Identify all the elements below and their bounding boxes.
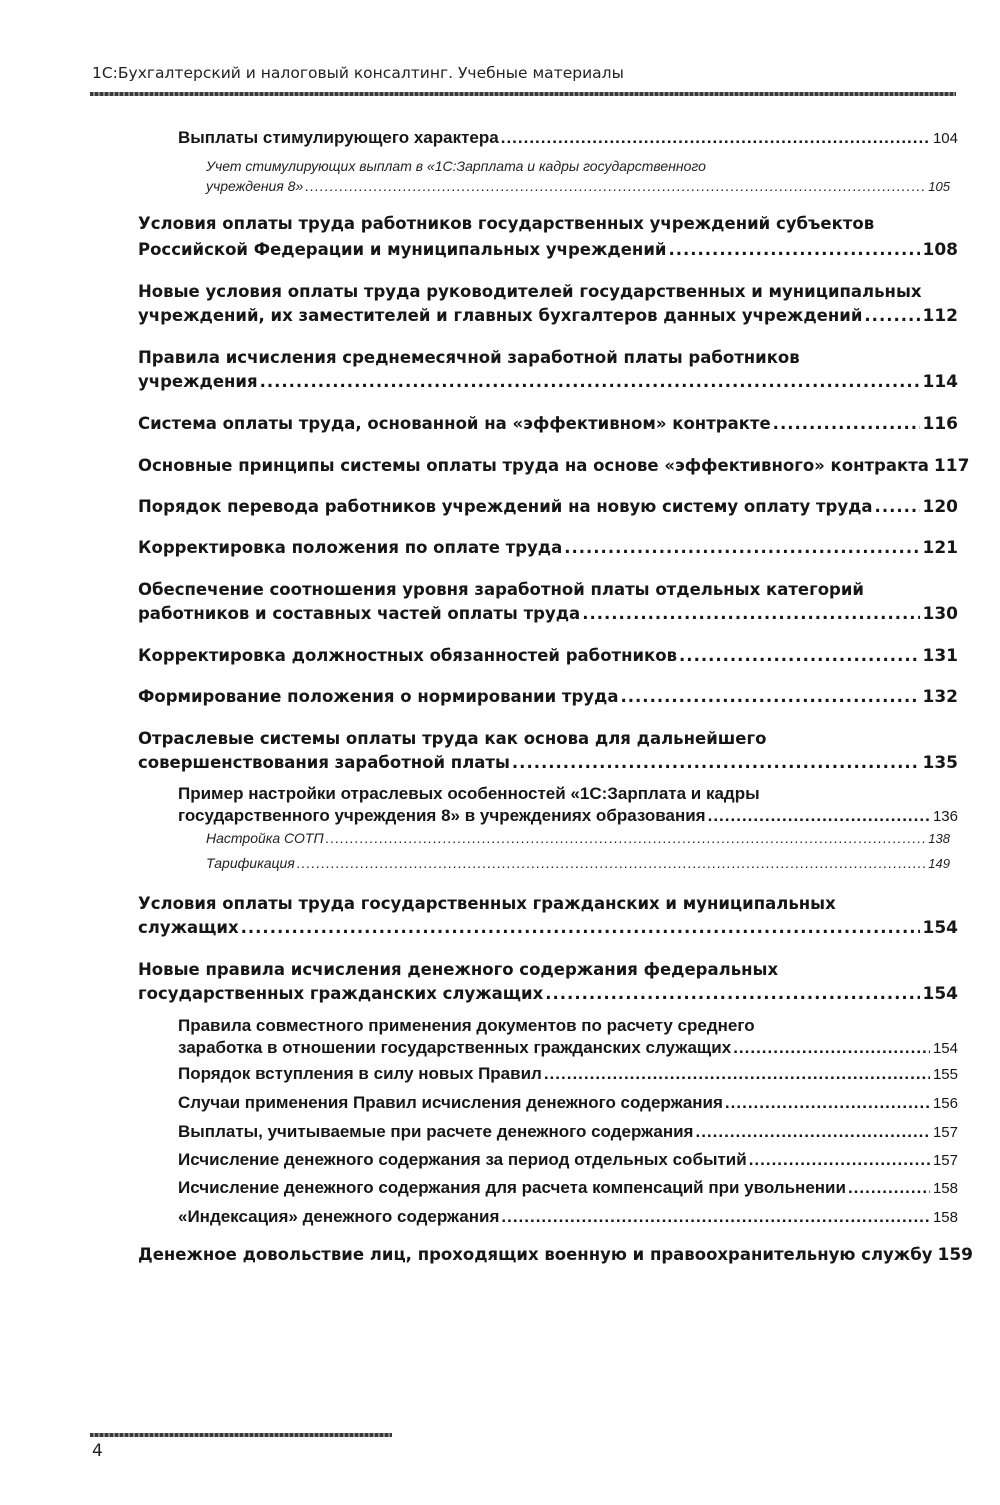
toc-page-number: 120	[922, 497, 958, 517]
dot-leader	[564, 538, 919, 557]
dot-leader	[512, 753, 920, 772]
toc-page-number: 155	[932, 1066, 958, 1083]
toc-entry-title: Обеспечение соотношения уровня заработной платы отдельных категорий	[138, 580, 864, 599]
dot-leader	[326, 830, 926, 846]
dot-leader	[260, 372, 920, 391]
toc-entry-title: Учет стимулирующих выплат в «1С:Зарплата и кадры государственного	[206, 158, 706, 174]
dot-leader	[679, 646, 919, 665]
toc-entry-title: Новые условия оплаты труда руководителей государственных и муниципальных	[138, 282, 922, 301]
toc-page-number: 117	[933, 456, 970, 476]
toc-page-number: 131	[922, 646, 958, 666]
toc-entry-title: учреждения	[138, 372, 258, 391]
dot-leader	[773, 414, 920, 433]
toc-entry-title: Выплаты, учитываемые при расчете денежного содержания	[178, 1122, 694, 1141]
toc-entry-title: Правила исчисления среднемесячной заработной платы работников	[138, 348, 800, 367]
toc-page-number: 149	[928, 856, 950, 871]
dot-leader	[297, 855, 926, 871]
dot-leader	[544, 1064, 930, 1084]
dot-leader	[582, 604, 919, 623]
dot-leader	[695, 1122, 929, 1142]
toc-page-number: 157	[932, 1152, 958, 1169]
toc-entry-title: Новые правила исчисления денежного содержания федеральных	[138, 960, 779, 979]
toc-entry-title: Условия оплаты труда работников государственных учреждений субъектов	[138, 214, 875, 233]
dot-leader	[501, 1207, 930, 1227]
toc-entry-title: Случаи применения Правил исчисления денежного содержания	[178, 1093, 723, 1112]
toc-entry-title: Исчисление денежного содержания для расчета компенсаций при увольнении	[178, 1178, 846, 1197]
toc-entry-title: заработка в отношении государственных гражданских служащих	[178, 1038, 732, 1057]
toc-page-number: 112	[922, 306, 958, 326]
dot-leader	[621, 687, 920, 706]
dot-leader	[305, 178, 925, 194]
toc-page-number: 130	[922, 604, 958, 624]
dot-leader	[241, 918, 920, 937]
toc-entry-title: Денежное довольствие лиц, проходящих военную и правоохранительную службу	[138, 1245, 933, 1264]
toc-page-number: 121	[922, 538, 958, 558]
toc-page-number: 135	[922, 753, 958, 773]
toc-entry-title: Тарификация	[206, 855, 295, 871]
dot-leader	[708, 806, 930, 826]
toc-page-number: 156	[932, 1095, 958, 1112]
toc-entry-title: Основные принципы системы оплаты труда на основе «эффективного» контракта	[138, 456, 929, 475]
dot-leader	[733, 1038, 930, 1058]
toc-entry-title: Порядок вступления в силу новых Правил	[178, 1064, 542, 1083]
toc-page-number: 154	[932, 1040, 958, 1057]
toc-entry-title: Условия оплаты труда государственных гражданских и муниципальных	[138, 894, 836, 913]
toc-entry-title: государственных гражданских служащих	[138, 984, 544, 1003]
toc-entry-title: учреждения 8»	[206, 178, 304, 194]
footer-rule	[90, 1433, 392, 1437]
toc-entry-title: Система оплаты труда, основанной на «эффективном» контракте	[138, 414, 771, 433]
toc-entry-title: Формирование положения о нормировании труда	[138, 687, 619, 706]
toc-entry-title: совершенствования заработной платы	[138, 753, 510, 772]
toc-entry-title: государственного учреждения 8» в учреждениях образования	[178, 806, 706, 825]
toc-page-number: 158	[932, 1209, 958, 1226]
running-header: 1С:Бухгалтерский и налоговый консалтинг. Учебные материалы	[92, 64, 624, 82]
toc-page-number: 154	[922, 984, 958, 1004]
toc-page-number: 138	[928, 831, 950, 846]
toc-page-number: 136	[932, 808, 958, 825]
toc-entry-title: служащих	[138, 918, 239, 937]
toc-page-number: 104	[932, 130, 958, 147]
dot-leader	[875, 497, 920, 516]
toc-entry-title: Пример настройки отраслевых особенностей «1С:Зарплата и кадры	[178, 784, 760, 803]
toc-entry-title: Правила совместного применения документов по расчету среднего	[178, 1016, 755, 1035]
toc-entry-title: Корректировка должностных обязанностей работников	[138, 646, 678, 665]
toc-entry-title: Отраслевые системы оплаты труда как основа для дальнейшего	[138, 729, 767, 748]
toc-entry-title: Корректировка положения по оплате труда	[138, 538, 563, 557]
toc-entry-title: Настройка СОТП	[206, 830, 324, 846]
toc-page-number: 158	[932, 1180, 958, 1197]
dot-leader	[864, 306, 919, 325]
toc-page-number: 116	[922, 414, 958, 434]
toc-entry-title: Порядок перевода работников учреждений на новую систему оплату труда	[138, 497, 873, 516]
toc-page-number: 132	[922, 687, 958, 707]
toc-entry-title: Российской Федерации и муниципальных учреждений	[138, 240, 667, 259]
toc-page-number: 105	[928, 179, 950, 194]
toc-page-number: 108	[922, 240, 958, 260]
dot-leader	[545, 984, 919, 1003]
toc-entry-title: работников и составных частей оплаты труда	[138, 604, 581, 623]
dot-leader	[725, 1093, 930, 1113]
toc-entry-title: «Индексация» денежного содержания	[178, 1207, 500, 1226]
toc-entry-title: Исчисление денежного содержания за период отдельных событий	[178, 1150, 747, 1169]
toc-page-number: 159	[937, 1245, 973, 1265]
page-number: 4	[92, 1441, 103, 1461]
toc-page-number: 157	[932, 1124, 958, 1141]
dot-leader	[668, 240, 919, 259]
toc-page-number: 154	[922, 918, 958, 938]
toc-entry-title: Выплаты стимулирующего характера	[178, 128, 499, 147]
dot-leader	[749, 1150, 930, 1170]
dot-leader	[501, 128, 930, 148]
dot-leader	[848, 1178, 930, 1198]
toc-entry-title: учреждений, их заместителей и главных бухгалтеров данных учреждений	[138, 306, 863, 325]
toc-page-number: 114	[922, 372, 958, 392]
